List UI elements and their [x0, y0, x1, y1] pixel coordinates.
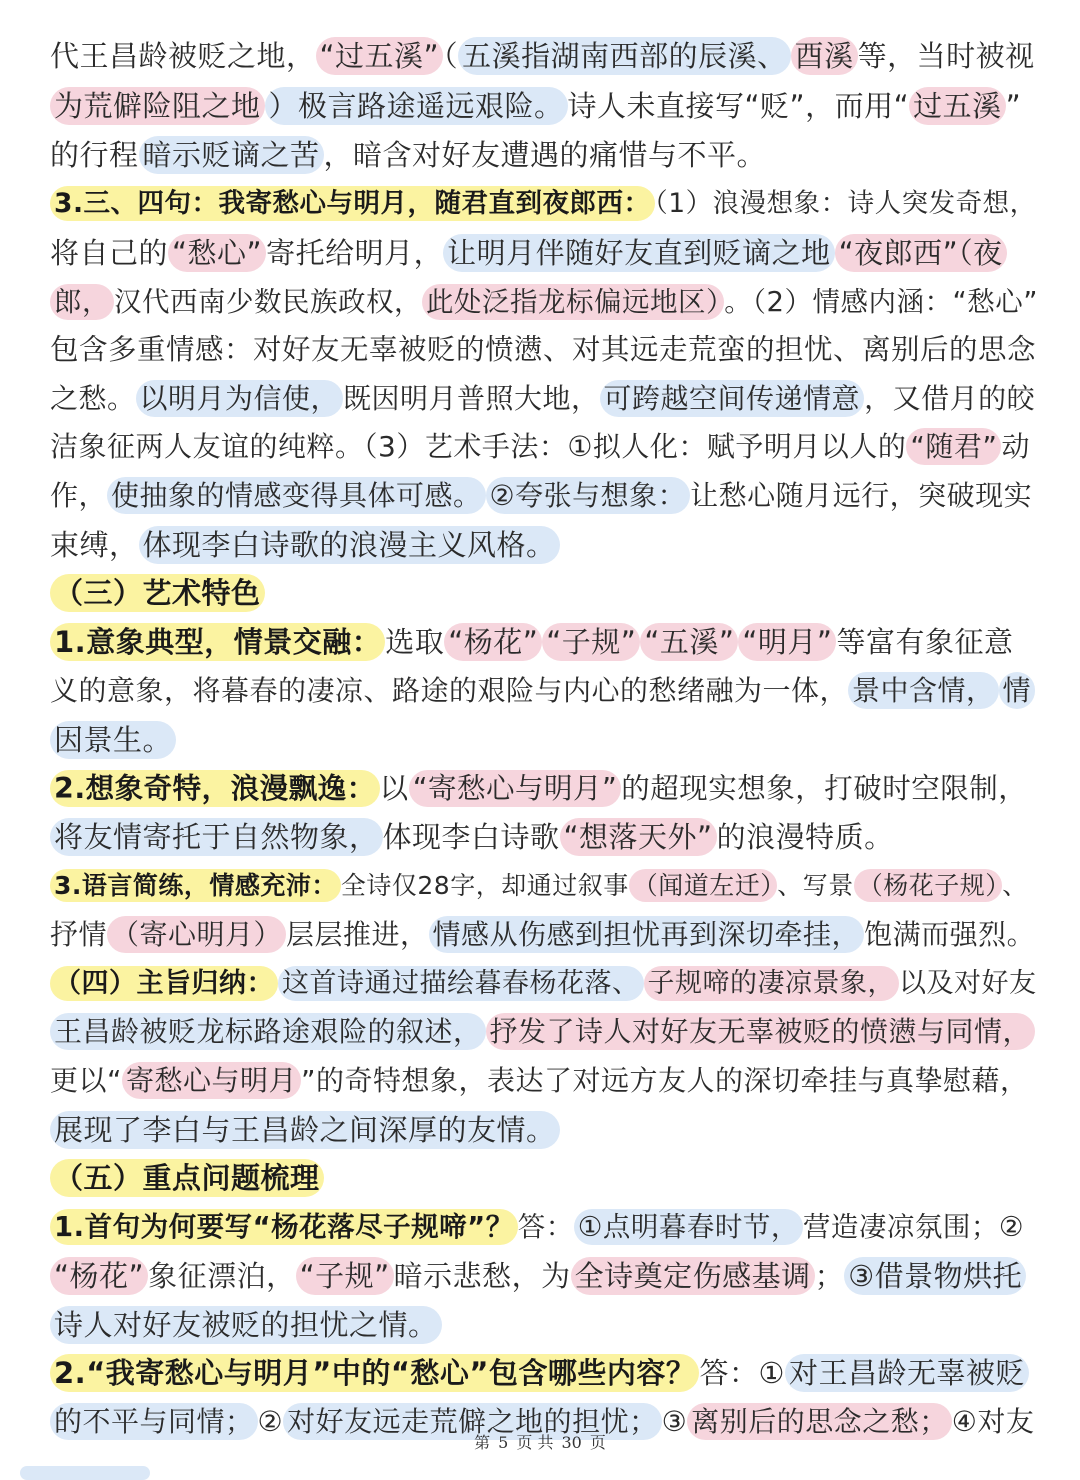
- text-line: [50, 1008, 1040, 1056]
- text-segment: 象征漂泊，: [148, 1259, 296, 1293]
- text-segment: 3.三、四句：我寄愁心与明月，随君直到夜郎西：: [50, 186, 655, 221]
- text-segment: ④对友: [951, 1405, 1035, 1438]
- text-line: [50, 569, 1040, 617]
- text-line: [50, 229, 1040, 277]
- text-line: [50, 1057, 1040, 1105]
- text-segment: 答：①: [699, 1356, 785, 1390]
- text-segment: 层层推进，: [286, 918, 429, 951]
- footer-page-total: 30: [561, 1433, 582, 1452]
- text-segment: 的超现实想象，打破时空限制，: [621, 772, 1028, 805]
- text-line: [50, 716, 1040, 764]
- text-segment: ，暗含对好友遭遇的痛惜与不平。: [323, 138, 767, 172]
- text-line: [50, 278, 1040, 326]
- text-segment: 此处泛指龙标偏远地区）: [422, 284, 724, 320]
- text-line: [50, 1301, 1040, 1349]
- text-segment: （: [443, 39, 459, 73]
- text-line: [50, 813, 1040, 861]
- text-segment: 之愁。: [50, 382, 136, 415]
- text-segment: 动: [1001, 430, 1030, 463]
- text-segment: “愁心”: [168, 234, 266, 272]
- text-segment: （四）主旨归纳：: [50, 966, 278, 1001]
- text-segment: （1）浪漫想象：诗人突发奇想，: [654, 188, 1037, 219]
- text-segment: 抒情: [50, 918, 108, 951]
- text-segment: 酉溪: [791, 37, 858, 75]
- text-segment: 以及对好友: [899, 968, 1037, 999]
- text-segment: 情: [999, 672, 1036, 709]
- text-segment: 更以“: [50, 1064, 123, 1097]
- text-segment: 景中含情，: [848, 672, 999, 709]
- text-segment: ②: [257, 1405, 284, 1438]
- text-segment: 选取: [385, 625, 445, 659]
- text-line: [50, 423, 1040, 471]
- text-line: [50, 82, 1040, 130]
- text-segment: “想落天外”: [560, 818, 717, 856]
- text-segment: 的不平与同情；: [50, 1403, 258, 1440]
- text-segment: 对好友远走荒僻之地的担忧；: [283, 1403, 662, 1440]
- text-segment: 展现了李白与王昌龄之间深厚的友情。: [50, 1111, 560, 1149]
- text-segment: ）极言路途遥远艰险。: [265, 87, 568, 125]
- text-segment: 营造凄凉氛围；②: [802, 1211, 1025, 1243]
- text-line: [50, 1106, 1040, 1154]
- text-line: [50, 862, 1040, 910]
- text-segment: 代王昌龄被贬之地，: [50, 39, 316, 73]
- text-segment: ”的奇特想象，表达了对远方友人的深切牵挂与真挚慰藉，: [301, 1064, 1029, 1097]
- footer-mid: 页 共: [516, 1433, 554, 1452]
- text-segment: 抒发了诗人对好友无辜被贬的愤懑与同情，: [486, 1013, 1036, 1050]
- text-segment: ；: [814, 1259, 845, 1293]
- text-segment: 体现李白诗歌: [382, 820, 560, 854]
- text-segment: 过五溪: [909, 87, 1006, 125]
- text-line: [50, 618, 1040, 666]
- text-segment: 为荒僻险阻之地: [50, 87, 265, 125]
- text-segment: “五溪”: [640, 623, 738, 661]
- text-segment: 以明月为信使，: [136, 380, 344, 417]
- text-segment: 义的意象，将暮春的凄凉、路途的艰险与内心的愁绪融为一体，: [50, 674, 849, 707]
- text-segment: 王昌龄被贬龙标路途艰险的叙述，: [50, 1013, 486, 1050]
- text-line: [50, 32, 1040, 80]
- text-segment: 因景生。: [50, 721, 176, 759]
- text-segment: 以: [379, 772, 409, 805]
- text-line: [50, 1154, 1040, 1202]
- text-line: [50, 1203, 1040, 1251]
- text-segment: 、: [1002, 871, 1028, 900]
- text-segment: 的浪漫特质。: [716, 820, 894, 854]
- text-segment: 既因明月普照大地，: [343, 382, 600, 415]
- text-segment: （五）重点问题梳理: [50, 1159, 324, 1197]
- text-segment: 寄托给明月，: [266, 236, 444, 270]
- text-segment: ②夸张与想象：: [486, 477, 691, 514]
- text-segment: ③: [661, 1405, 688, 1438]
- text-segment: （杨花子规）: [854, 869, 1003, 902]
- text-segment: 这首诗通过描绘暮春杨花落、: [278, 966, 644, 1001]
- text-segment: “子规”: [296, 1257, 394, 1295]
- text-segment: 束缚，: [50, 528, 139, 562]
- text-line: [50, 1349, 1040, 1397]
- text-segment: ，又借月的皎: [864, 382, 1036, 415]
- text-segment: “杨花”: [444, 623, 542, 661]
- text-line: [50, 911, 1040, 959]
- text-line: [50, 521, 1040, 569]
- text-segment: 3.语言简练，情感充沛：: [50, 869, 341, 902]
- text-line: [50, 960, 1040, 1008]
- text-segment: 寄愁心与明月: [122, 1062, 301, 1099]
- text-segment: 暗示悲愁，为: [393, 1259, 571, 1293]
- text-segment: 让愁心随月远行，突破现实: [690, 479, 1033, 512]
- text-segment: 诗人未直接写“贬”，而用“: [567, 89, 910, 123]
- page-footer: [0, 1430, 1080, 1453]
- footer-suffix: 页: [589, 1433, 606, 1452]
- text-line: [50, 1252, 1040, 1300]
- text-line: [50, 131, 1040, 179]
- text-segment: “明月”: [738, 623, 836, 661]
- text-line: [50, 667, 1040, 715]
- text-segment: 对王昌龄无辜被贬: [785, 1354, 1029, 1392]
- text-line: [50, 765, 1040, 813]
- text-segment: 情感从伤感到担忧再到深切牵挂，: [429, 916, 865, 953]
- text-segment: 答：: [517, 1211, 574, 1243]
- text-segment: 、写景: [777, 871, 854, 900]
- text-line: [50, 375, 1040, 423]
- text-segment: 暗示贬谪之苦: [139, 136, 324, 174]
- text-segment: （三）艺术特色: [50, 574, 265, 612]
- text-segment: 汉代西南少数民族政权，: [114, 286, 422, 318]
- text-segment: 1.意象典型，情景交融：: [50, 623, 385, 661]
- text-segment: ”: [1005, 89, 1022, 123]
- text-segment: 1.首句为何要写“杨花落尽子规啼”？: [50, 1209, 518, 1245]
- text-segment: 作，: [50, 479, 108, 512]
- text-segment: 洁象征两人友谊的纯粹。（3）艺术手法：①拟人化：赋予明月以人的: [50, 430, 907, 463]
- footer-page-number: 5: [498, 1433, 509, 1452]
- text-segment: 将自己的: [50, 236, 169, 270]
- text-segment: “夜郎西”（夜: [835, 234, 1007, 272]
- text-segment: “过五溪”: [316, 37, 444, 75]
- footer-prefix: 第: [474, 1433, 491, 1452]
- text-line: [50, 326, 1040, 374]
- text-segment: 的行程: [50, 138, 139, 172]
- text-segment: 饱满而强烈。: [864, 918, 1036, 951]
- text-segment: 使抽象的情感变得具体可感。: [107, 477, 486, 514]
- text-segment: （闻道左迁）: [629, 869, 778, 902]
- text-segment: 离别后的思念之愁；: [687, 1403, 952, 1440]
- text-segment: 诗人对好友被贬的担忧之情。: [50, 1306, 442, 1344]
- text-line: [50, 472, 1040, 520]
- text-segment: “杨花”: [50, 1257, 148, 1295]
- text-segment: 等，当时被视: [857, 39, 1035, 73]
- text-segment: （寄心明月）: [107, 916, 286, 953]
- text-segment: 包含多重情感：对好友无辜被贬的愤懑、对其远走荒蛮的担忧、离别后的思念: [50, 333, 1037, 366]
- text-segment: 体现李白诗歌的浪漫主义风格。: [139, 526, 560, 564]
- text-segment: 子规啼的凄凉景象，: [644, 966, 900, 1001]
- text-segment: “寄愁心与明月”: [409, 770, 622, 807]
- text-segment: 五溪指湖南西部的辰溪、: [458, 37, 791, 75]
- text-segment: 全诗奠定伤感基调: [571, 1257, 815, 1295]
- text-segment: 2.想象奇特，浪漫飘逸：: [50, 770, 380, 807]
- text-segment: 全诗仅28字，却通过叙事: [340, 871, 629, 900]
- text-segment: ①点明暮春时节，: [574, 1209, 803, 1245]
- text-segment: 2.“我寄愁心与明月”中的“愁心”包含哪些内容？: [50, 1354, 699, 1392]
- text-segment: “子规”: [542, 623, 640, 661]
- text-segment: 将友情寄托于自然物象，: [50, 818, 383, 856]
- text-line: [50, 180, 1040, 228]
- text-segment: 。（2）情感内涵：“愁心”: [724, 286, 1038, 318]
- text-segment: ③借景物烘托: [844, 1257, 1026, 1295]
- text-segment: “随君”: [906, 428, 1001, 465]
- text-segment: 等富有象征意: [836, 625, 1014, 659]
- text-segment: 让明月伴随好友直到贬谪之地: [443, 234, 835, 272]
- text-segment: 可跨越空间传递情意: [600, 380, 865, 417]
- text-segment: 郎，: [50, 284, 114, 320]
